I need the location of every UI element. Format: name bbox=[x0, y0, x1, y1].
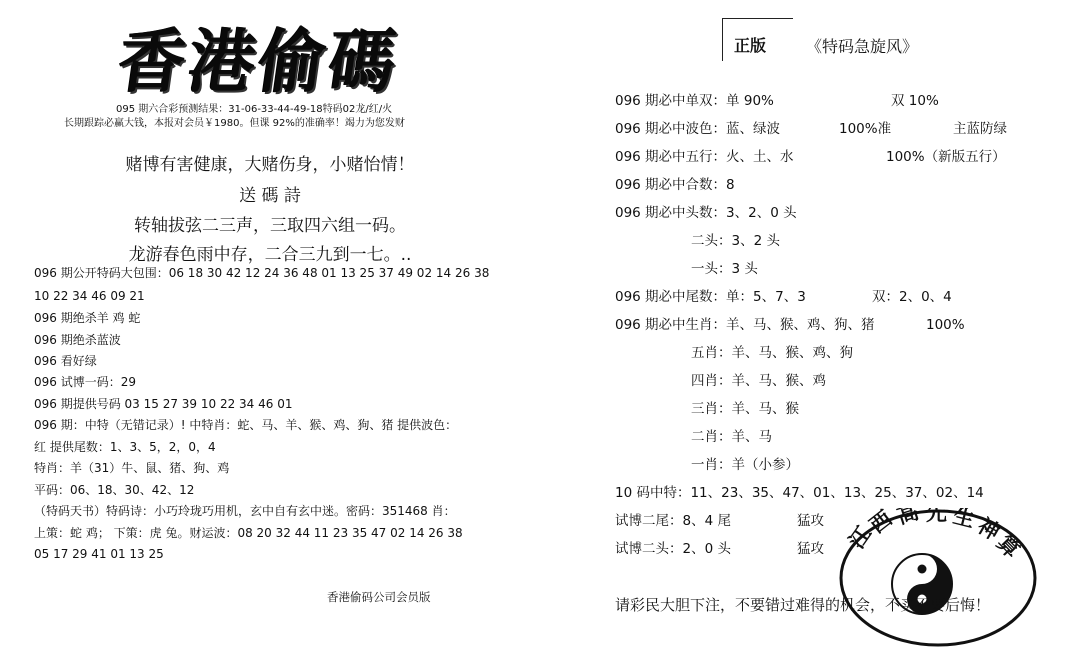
row-a: 二肖：羊、马 bbox=[691, 429, 772, 445]
seal-svg bbox=[838, 508, 1038, 648]
row-b: 双 10% bbox=[891, 93, 939, 109]
left-line: 096 试博一码：29 bbox=[34, 375, 136, 389]
row-a: 试博二尾：8、4 尾 bbox=[615, 513, 731, 529]
row-b: 猛攻 bbox=[797, 541, 824, 557]
row-a: 四肖：羊、马、猴、鸡 bbox=[691, 373, 826, 389]
left-line: 05 17 29 41 01 13 25 bbox=[34, 547, 164, 561]
row-a: 一肖：羊（小参） bbox=[691, 457, 799, 473]
row-b: 100% bbox=[926, 317, 965, 333]
bottom-slogan: 请彩民大胆下注，不要错过难得的机会，不买不要后悔！ bbox=[615, 596, 991, 614]
row-a: 096 期必中生肖：羊、马、猴、鸡、狗、猪 bbox=[615, 317, 875, 333]
poem-title: 送 碼 詩 bbox=[239, 186, 301, 206]
left-line: 平码：06、18、30、42、12 bbox=[34, 483, 195, 497]
left-line: 096 看好绿 bbox=[34, 354, 97, 368]
header-title: 《特码急旋风》 bbox=[806, 37, 919, 56]
motto: 赌博有害健康，大赌伤身，小赌怡情！ bbox=[125, 155, 415, 175]
row-a: 三肖：羊、马、猴 bbox=[691, 401, 799, 417]
row-b: 双：2、0、4 bbox=[872, 289, 952, 305]
row-a: 五肖：羊、马、猴、鸡、狗 bbox=[691, 345, 853, 361]
row-a: 096 期必中尾数：单：5、7、3 bbox=[615, 289, 806, 305]
svg-text:算: 算 bbox=[992, 530, 1025, 563]
left-line: 096 期：中特（无错记录）! 中特肖：蛇、马、羊、猴、鸡、狗、猪 提供波色： bbox=[34, 418, 458, 432]
left-line: （特码天书）特码诗：小巧玲珑巧用机，玄中自有玄中迷。密码：351468 肖： bbox=[34, 504, 456, 518]
row-a: 10 码中特：11、23、35、47、01、13、25、37、02、14 bbox=[615, 485, 984, 501]
left-line: 特肖：羊（31）牛、鼠、猪、狗、鸡 bbox=[34, 461, 230, 475]
row-a: 096 期必中头数：3、2、0 头 bbox=[615, 205, 797, 221]
svg-text:江: 江 bbox=[843, 521, 877, 553]
left-line: 红 提供尾数：1、3、5，2，0，4 bbox=[34, 440, 216, 454]
masthead-title bbox=[113, 8, 450, 103]
row-b: 100%（新版五行） bbox=[886, 149, 1006, 165]
row-a: 试博二头：2、0 头 bbox=[615, 541, 731, 557]
row-a: 096 期必中五行：火、土、水 bbox=[615, 149, 794, 165]
svg-text:先: 先 bbox=[926, 508, 947, 525]
edition-label: 正版 bbox=[734, 36, 767, 55]
left-line: 上策：蛇 鸡； 下策：虎 兔。财运波：08 20 32 44 11 23 35 47 02 14 26 38 bbox=[34, 526, 463, 540]
left-footer: 香港偷码公司会员版 bbox=[327, 590, 431, 604]
row-a: 096 期必中合数：8 bbox=[615, 177, 735, 193]
left-line: 096 期绝杀蓝波 bbox=[34, 333, 121, 347]
row-c: 主蓝防绿 bbox=[953, 121, 1007, 137]
row-a: 096 期必中波色：蓝、绿波 bbox=[615, 121, 781, 137]
row-a: 096 期必中单双：单 90% bbox=[615, 93, 774, 109]
left-line: 096 期提供号码 03 15 27 39 10 22 34 46 01 bbox=[34, 397, 293, 411]
seal-stamp bbox=[838, 508, 1038, 648]
svg-text:生: 生 bbox=[950, 508, 978, 532]
masthead-title-text: 香港偷碼 bbox=[113, 20, 405, 103]
poem-line-1: 转轴拔弦二三声，三取四六组一码。 bbox=[134, 216, 406, 236]
row-a: 一头：3 头 bbox=[691, 261, 758, 277]
row-a: 二头：3、2 头 bbox=[691, 233, 780, 249]
left-line: 096 期绝杀羊 鸡 蛇 bbox=[34, 311, 141, 325]
left-line: 096 期公开特码大包围：06 18 30 42 12 24 36 48 01 13 25 37 49 02 14 26 38 bbox=[34, 266, 490, 280]
svg-text:高: 高 bbox=[893, 508, 922, 529]
left-line: 10 22 34 46 09 21 bbox=[34, 289, 145, 303]
row-b: 猛攻 bbox=[797, 513, 824, 529]
poem-line-2: 龙游春色雨中存，二合三九到一七。.. bbox=[128, 245, 412, 265]
result-line: 095 期六合彩预测结果：31-06-33-44-49-18特码02龙/红/火 bbox=[116, 104, 393, 115]
svg-text:西: 西 bbox=[864, 508, 897, 538]
notice-line: 长期跟踪必赢大钱，本报对会员￥1980。但课 92%的准确率！竭力为您发财 bbox=[64, 118, 405, 129]
row-b: 100%准 bbox=[839, 121, 892, 137]
svg-text:神: 神 bbox=[973, 512, 1005, 545]
